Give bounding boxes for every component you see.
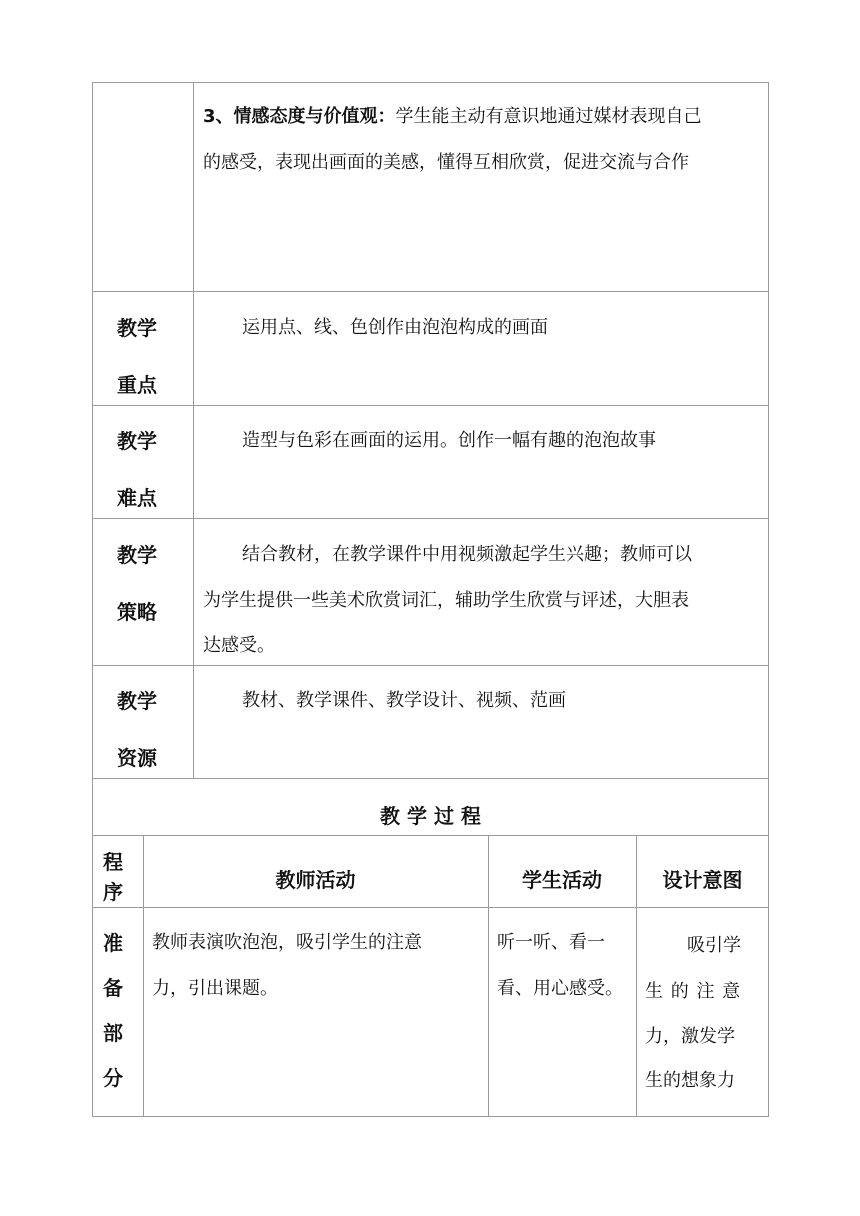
objective-3-line-1: [203, 107, 702, 127]
objective-3-label: 3、情感态度与价值观：: [203, 106, 396, 127]
order-char: 分: [103, 1066, 123, 1090]
header-student-activity: 学生活动: [522, 868, 602, 892]
student-activity-line-1: 听一听、看一: [497, 932, 605, 953]
design-intent-line-4: 生的想象力: [645, 1070, 735, 1091]
objective-3-text: 学生能主动有意识地通过媒材表现自己: [395, 106, 702, 127]
teacher-activity-line-2: 力，引出课题。: [152, 978, 278, 999]
strategy-content-line-1: 结合教材，在教学课件中用视频激起学生兴趣；教师可以: [242, 544, 692, 565]
row-divider: [92, 907, 769, 908]
design-intent-line-3: 力，激发学: [645, 1026, 735, 1047]
row-label-key-points-bottom: 重点: [117, 373, 157, 397]
student-activity-line-2: 看、用心感受。: [497, 978, 623, 999]
row-label-resources-top: 教学: [117, 689, 157, 713]
header-order-top: 程: [103, 850, 123, 874]
key-points-content: 运用点、线、色创作由泡泡构成的画面: [242, 317, 548, 338]
row-label-strategy-bottom: 策略: [117, 600, 157, 624]
process-title: 教 学 过 程: [380, 804, 481, 828]
resources-content: 教材、教学课件、教学设计、视频、范画: [242, 690, 566, 711]
order-char: 准: [103, 931, 123, 955]
strategy-content-line-2: 为学生提供一些美术欣赏词汇，辅助学生欣赏与评述，大胆表: [203, 590, 689, 611]
row-label-resources-bottom: 资源: [117, 746, 157, 770]
order-char: 备: [103, 976, 123, 1000]
header-order-bottom: 序: [103, 880, 123, 904]
strategy-content-line-3: 达感受。: [203, 635, 275, 656]
row-label-difficulties-top: 教学: [117, 429, 157, 453]
row-label-difficulties-bottom: 难点: [117, 486, 157, 510]
difficulties-content: 造型与色彩在画面的运用。创作一幅有趣的泡泡故事: [242, 430, 656, 451]
row-label-strategy-top: 教学: [117, 543, 157, 567]
header-design-intent: 设计意图: [662, 868, 743, 892]
header-teacher-activity: 教师活动: [275, 868, 356, 892]
column-divider: [193, 82, 194, 779]
design-intent-line-1: 吸引学: [687, 935, 741, 956]
objective-3-line-2: 的感受，表现出画面的美感，懂得互相欣赏，促进交流与合作: [203, 152, 689, 173]
design-intent-line-2: 生 的 注 意: [645, 981, 742, 1002]
teacher-activity-line-1: 教师表演吹泡泡，吸引学生的注意: [152, 932, 422, 953]
row-divider: [92, 835, 769, 836]
order-char: 部: [103, 1021, 123, 1045]
row-label-key-points-top: 教学: [117, 316, 157, 340]
